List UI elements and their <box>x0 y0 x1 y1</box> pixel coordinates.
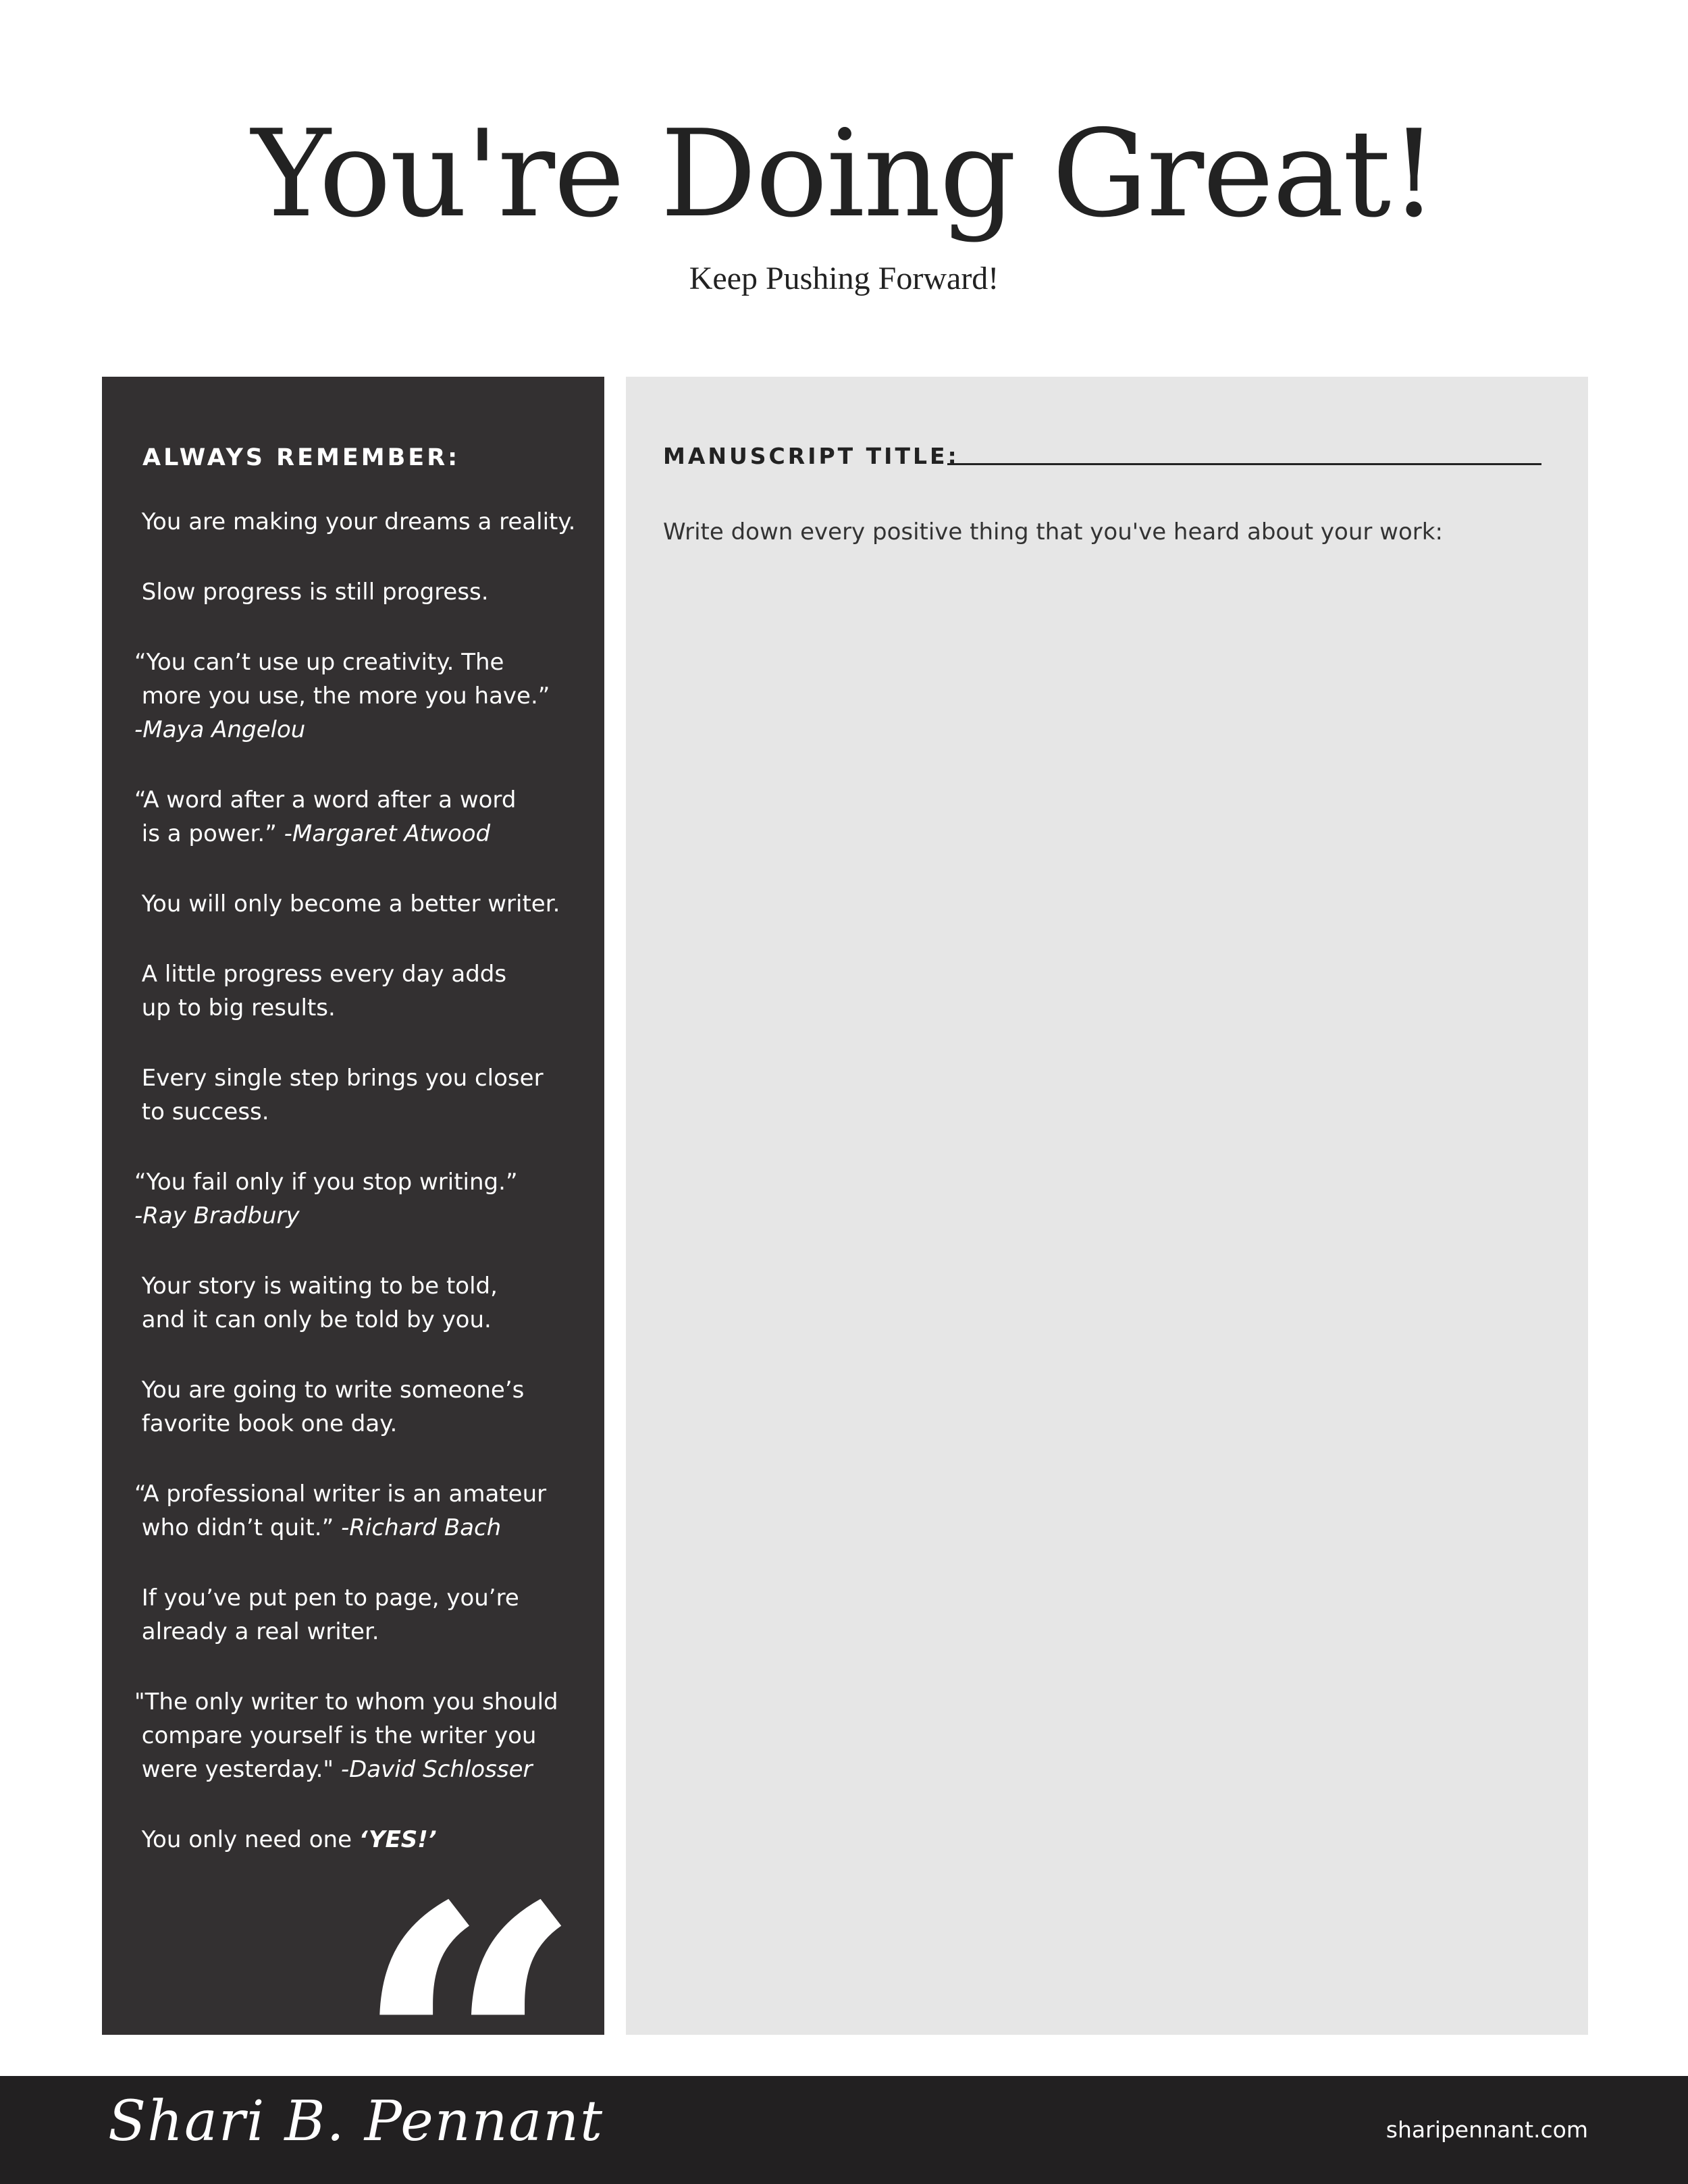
page-title: You're Doing Great! <box>251 104 1437 244</box>
manuscript-title-label: MANUSCRIPT TITLE: <box>663 443 959 469</box>
list-item: You only need one ‘YES!’ <box>134 1826 437 1853</box>
always-remember-heading: ALWAYS REMEMBER: <box>142 444 460 471</box>
list-item: "The only writer to whom you should compare yourself is the writer you were yesterday." -David Schlosser <box>134 1688 558 1783</box>
list-item: “A word after a word after a word is a power.” -Margaret Atwood <box>134 787 517 847</box>
yes-emphasis: ‘YES!’ <box>359 1826 437 1853</box>
footer <box>0 2076 1688 2184</box>
remember-list <box>134 505 594 1893</box>
signature-logo: Shari B. Pennant <box>108 2089 604 2154</box>
list-item: If you’ve put pen to page, you’re already a real writer. <box>141 1584 519 1645</box>
quote-attribution: -Ray Bradbury <box>134 1202 300 1229</box>
quote-attribution: -Margaret Atwood <box>284 820 491 847</box>
list-item: “You fail only if you stop writing.” -Ray Bradbury <box>134 1169 518 1229</box>
quote-attribution: -Richard Bach <box>341 1514 502 1541</box>
always-remember-panel <box>102 377 604 2035</box>
list-item: You are going to write someone’s favorite book one day. <box>141 1377 525 1437</box>
positive-feedback-prompt: Write down every positive thing that you've heard about your work: <box>663 518 1443 545</box>
list-item: “A professional writer is an amateur who didn’t quit.” -Richard Bach <box>134 1481 547 1541</box>
quote-attribution: -David Schlosser <box>340 1756 533 1783</box>
list-item: Slow progress is still progress. <box>134 579 489 606</box>
list-item: You are making your dreams a reality. <box>134 508 576 535</box>
website-link[interactable]: sharipennant.com <box>1386 2116 1588 2143</box>
quote-mark-icon <box>352 1855 585 2035</box>
worksheet-panel <box>626 377 1588 2035</box>
list-item: You will only become a better writer. <box>134 890 560 917</box>
quote-attribution: -Maya Angelou <box>134 716 306 743</box>
list-item: Your story is waiting to be told, and it can only be told by you. <box>141 1273 498 1333</box>
list-item: A little progress every day adds up to big results. <box>141 961 507 1021</box>
page-subtitle: Keep Pushing Forward! <box>689 261 999 296</box>
list-item: Every single step brings you closer to success. <box>141 1065 544 1125</box>
manuscript-title-field[interactable] <box>947 463 1541 465</box>
list-item: “You can’t use up creativity. The more you use, the more you have.” -Maya Angelou <box>134 649 550 743</box>
